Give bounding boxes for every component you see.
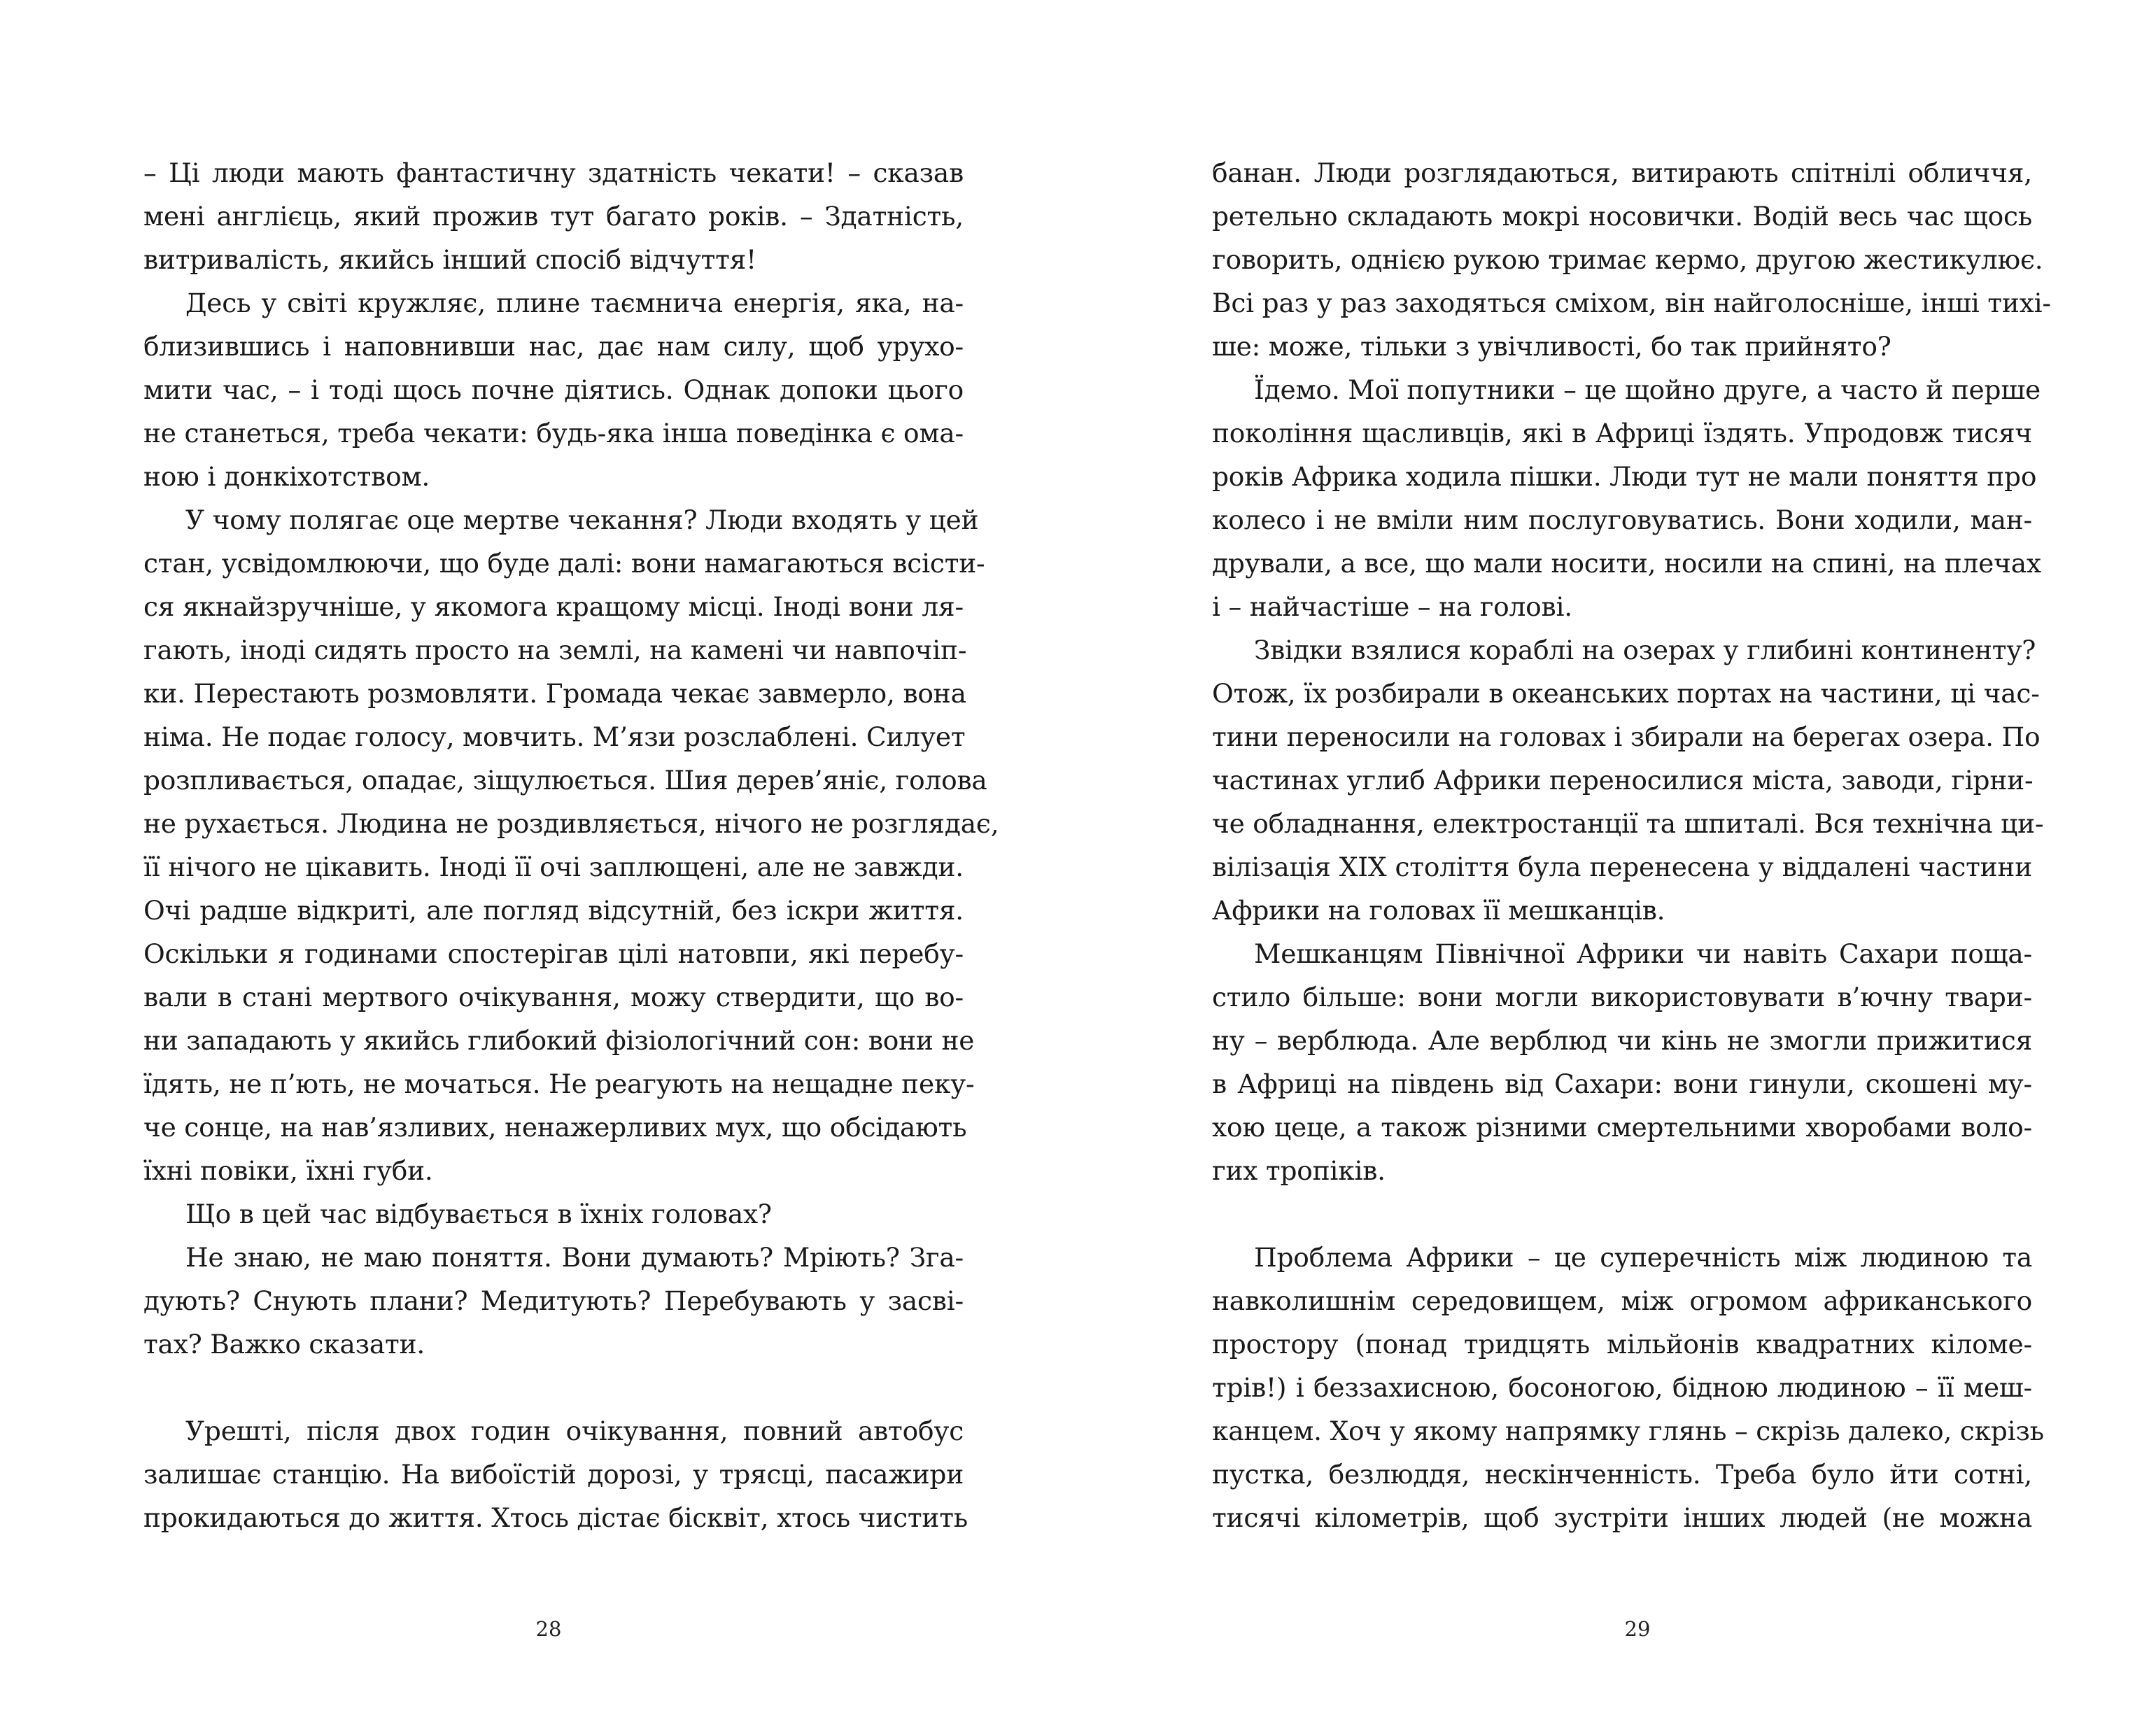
page-number: 29 — [1624, 1617, 1651, 1641]
text-line: ся якнайзручніше, у якомога кращому місці. Іноді вони ля- — [143, 591, 964, 622]
text-line: мені англієць, який прожив тут багато років. – Здатність, — [143, 201, 964, 232]
text-line: Не знаю, не маю поняття. Вони думають? Мріють? Зга- — [185, 1242, 964, 1273]
right-page — [1075, 0, 2149, 1736]
text-line: не рухається. Людина не роздивляється, нічого не розглядає, — [143, 808, 999, 839]
text-line: Оскільки я годинами спостерігав цілі натовпи, які перебу- — [143, 938, 964, 969]
text-line: гих тропіків. — [1212, 1155, 1386, 1186]
text-line: че обладнання, електростанції та шпиталі. Вся технічна ци- — [1212, 808, 2044, 839]
text-line: ше: може, тільки з увічливості, бо так прийнято? — [1212, 331, 1891, 362]
text-line: Отож, їх розбирали в океанських портах на частини, ці час- — [1212, 678, 2040, 709]
text-line: дують? Снують плани? Медитують? Перебувають у засві- — [143, 1285, 964, 1316]
text-line: Мешканцям Північної Африки чи навіть Сахари поща- — [1254, 938, 2032, 969]
text-line: їхні повіки, їхні губи. — [143, 1155, 433, 1186]
text-line: залишає станцію. На вибоїстій дорозі, у трясці, пасажири — [143, 1459, 964, 1490]
text-line: канцем. Хоч у якому напрямку глянь – скрізь далеко, скрізь — [1212, 1416, 2044, 1446]
text-line: тини переносили на головах і збирали на берегах озера. По — [1212, 721, 2041, 752]
text-line: ну – верблюда. Але верблюд чи кінь не змогли прижитися — [1212, 1025, 2032, 1056]
text-line: близившись і наповнивши нас, дає нам силу, щоб урухо- — [143, 331, 964, 362]
text-line: Очі радше відкриті, але погляд відсутній, без іскри життя. — [143, 895, 964, 926]
text-line: трів!) і беззахисною, босоногою, бідною людиною – її меш- — [1212, 1372, 2032, 1403]
text-line: ною і донкіхотством. — [143, 461, 430, 492]
text-line: років Африка ходила пішки. Люди тут не мали поняття про — [1212, 461, 2037, 492]
text-line: покоління щасливців, які в Африці їздять. Упродовж тисяч — [1212, 418, 2032, 449]
text-line: тисячі кілометрів, щоб зустріти інших людей (не можна — [1212, 1502, 2032, 1533]
text-line: Всі раз у раз заходяться сміхом, він найголосніше, інші тихі- — [1212, 288, 2051, 318]
left-page-text — [143, 151, 999, 1539]
blank-line — [1212, 1192, 2032, 1236]
text-line: колесо і не вміли ним послуговуватись. Вони ходили, ман- — [1212, 504, 2032, 535]
text-line: простору (понад тридцять мільйонів квадратних кіломе- — [1212, 1329, 2032, 1360]
left-page — [0, 0, 1074, 1736]
text-line: У чому полягає оце мертве чекання? Люди входять у цей — [185, 504, 979, 535]
text-line: пустка, безлюддя, нескінченність. Треба було йти сотні, — [1212, 1459, 2032, 1490]
text-line: її нічого не цікавить. Іноді її очі заплющені, але не завжди. — [143, 852, 964, 882]
right-page-text — [1212, 151, 2051, 1539]
text-line: навколишнім середовищем, між огромом африканського — [1212, 1285, 2032, 1316]
text-line: ретельно складають мокрі носовички. Водій весь час щось — [1212, 201, 2032, 232]
text-line: Десь у світі кружляє, плине таємнича енергія, яка, на- — [185, 288, 964, 318]
text-line: витривалість, якийсь інший спосіб відчуття! — [143, 244, 757, 275]
text-line: Що в цей час відбувається в їхніх головах? — [185, 1199, 772, 1229]
text-line: мити час, – і тоді щось почне діятись. Однак допоки цього — [143, 374, 964, 405]
text-line: німа. Не подає голосу, мовчить. М’язи розслаблені. Силует — [143, 721, 966, 752]
text-line: розпливається, опадає, зіщулюється. Шия дерев’яніє, голова — [143, 765, 987, 796]
text-line: стило більше: вони могли використовувати в’ючну твари- — [1212, 982, 2032, 1012]
text-line: ки. Перестають розмовляти. Громада чекає завмерло, вона — [143, 678, 966, 709]
text-line: банан. Люди розглядаються, витирають спітнілі обличчя, — [1212, 157, 2032, 188]
page-number: 28 — [535, 1617, 562, 1641]
text-line: Проблема Африки – це суперечність між людиною та — [1254, 1242, 2032, 1273]
text-line: вілізація XIX століття була перенесена у віддалені частини — [1212, 852, 2032, 882]
text-line: дрували, а все, що мали носити, носили на спині, на плечах — [1212, 548, 2041, 579]
text-line: говорить, однією рукою тримає кермо, другою жестикулює. — [1212, 244, 2043, 275]
text-line: і – найчастіше – на голові. — [1212, 591, 1572, 622]
text-line: прокидаються до життя. Хтось дістає бісквіт, хтось чистить — [143, 1502, 968, 1533]
text-line: в Африці на південь від Сахари: вони гинули, скошені му- — [1212, 1068, 2032, 1099]
text-line: хою цеце, а також різними смертельними хворобами воло- — [1212, 1112, 2032, 1143]
text-line: Їдемо. Мої попутники – це щойно друге, а часто й перше — [1254, 374, 2041, 405]
text-line: че сонце, на нав’язливих, ненажерливих мух, що обсідають — [143, 1112, 967, 1143]
text-line: вали в стані мертвого очікування, можу ствердити, що во- — [143, 982, 964, 1012]
text-line: частинах углиб Африки переносилися міста, заводи, гірни- — [1212, 765, 2034, 796]
text-line: не станеться, треба чекати: будь-яка інша поведінка є ома- — [143, 418, 964, 449]
text-line: Урешті, після двох годин очікування, повний автобус — [185, 1416, 964, 1446]
text-line: їдять, не п’ють, не мочаться. Не реагують на нещадне пеку- — [143, 1068, 975, 1099]
text-line: стан, усвідомлюючи, що буде далі: вони намагаються всісти- — [143, 548, 985, 579]
text-line: тах? Важко сказати. — [143, 1329, 425, 1360]
text-line: ни западають у якийсь глибокий фізіологічний сон: вони не — [143, 1025, 975, 1056]
text-line: гають, іноді сидять просто на землі, на камені чи навпочіп- — [143, 635, 967, 665]
text-line: Звідки взялися кораблі на озерах у глибині континенту? — [1254, 635, 2036, 665]
text-line: – Ці люди мають фантастичну здатність чекати! – сказав — [143, 157, 964, 188]
text-line: Африки на головах її мешканців. — [1212, 895, 1665, 926]
blank-line — [143, 1366, 964, 1409]
